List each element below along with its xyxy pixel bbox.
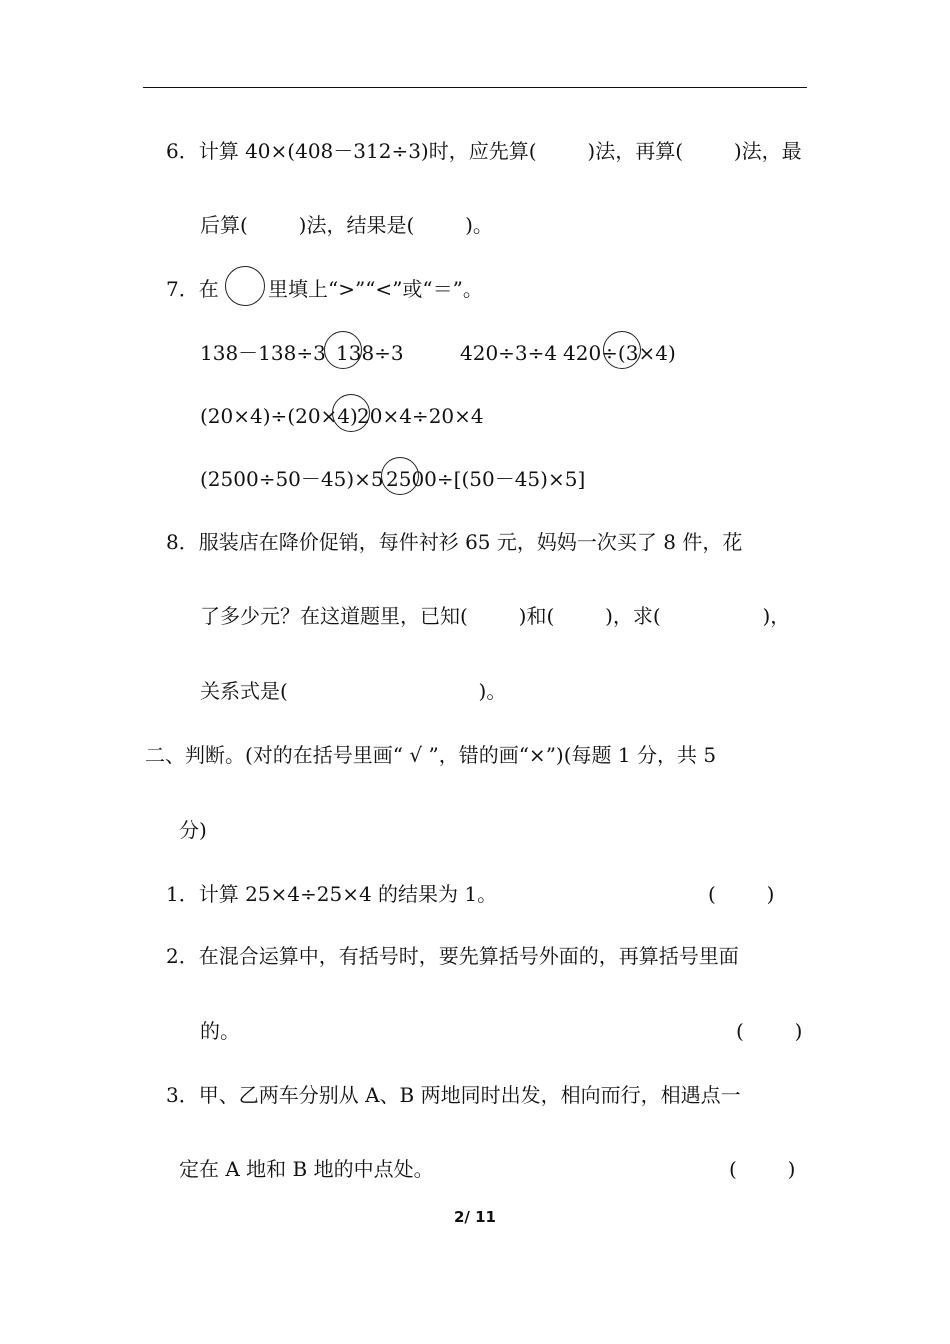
section2-heading-line1: 二、判断。(对的在括号里画“ √ ”，错的画“×”)(每题 1 分，共 5 — [145, 743, 717, 767]
j3-line1: 3．甲、乙两车分别从 A、B 两地同时出发，相向而行，相遇点一 — [166, 1083, 741, 1107]
q8-line3: 关系式是( )。 — [200, 679, 507, 703]
j2-line1: 2．在混合运算中，有括号时，要先算括号外面的，再算括号里面 — [166, 944, 739, 968]
q8-line2: 了多少元？在这道题里，已知( )和( )，求( )， — [200, 604, 791, 628]
j3-answer-bracket: ( ) — [729, 1157, 796, 1181]
q7-row2-right: 20×4÷20×4 — [357, 404, 484, 428]
q7-row2-left: (20×4)÷(20×4) — [200, 404, 358, 428]
j2-answer-bracket: ( ) — [736, 1019, 803, 1043]
q7-row1-mid: 138÷3 — [336, 341, 404, 365]
q7-suffix: 里填上“>”“<”或“＝”。 — [268, 277, 483, 301]
q7-circle-example — [225, 266, 265, 306]
q7-row1-right-b: 420÷(3×4) — [563, 341, 676, 365]
j1-text: 1．计算 25×4÷25×4 的结果为 1。 — [166, 882, 498, 906]
q6-line2: 后算( )法，结果是( )。 — [200, 213, 493, 237]
j1-answer-bracket: ( ) — [708, 882, 775, 906]
j3-line2: 定在 A 地和 B 地的中点处。 — [179, 1157, 434, 1181]
q7-row3-left: (2500÷50－45)×5 — [200, 467, 384, 491]
j2-line2: 的。 — [200, 1019, 240, 1043]
q8-line1: 8．服装店在降价促销，每件衬衫 65 元，妈妈一次买了 8 件，花 — [166, 530, 743, 554]
section2-heading-line2: 分) — [179, 818, 207, 842]
header-rule — [143, 87, 807, 88]
q7-row1-right-a: 420÷3÷4 — [460, 341, 558, 365]
q7-row1-left: 138－138÷3 — [200, 341, 326, 365]
q7-row3-right: 2500÷[(50－45)×5] — [386, 467, 586, 491]
q7-prefix: 7．在 — [166, 277, 219, 301]
page-number: 2/ 11 — [453, 1208, 496, 1226]
q6-line1: 6．计算 40×(408－312÷3)时，应先算( )法，再算( )法，最 — [166, 139, 802, 163]
